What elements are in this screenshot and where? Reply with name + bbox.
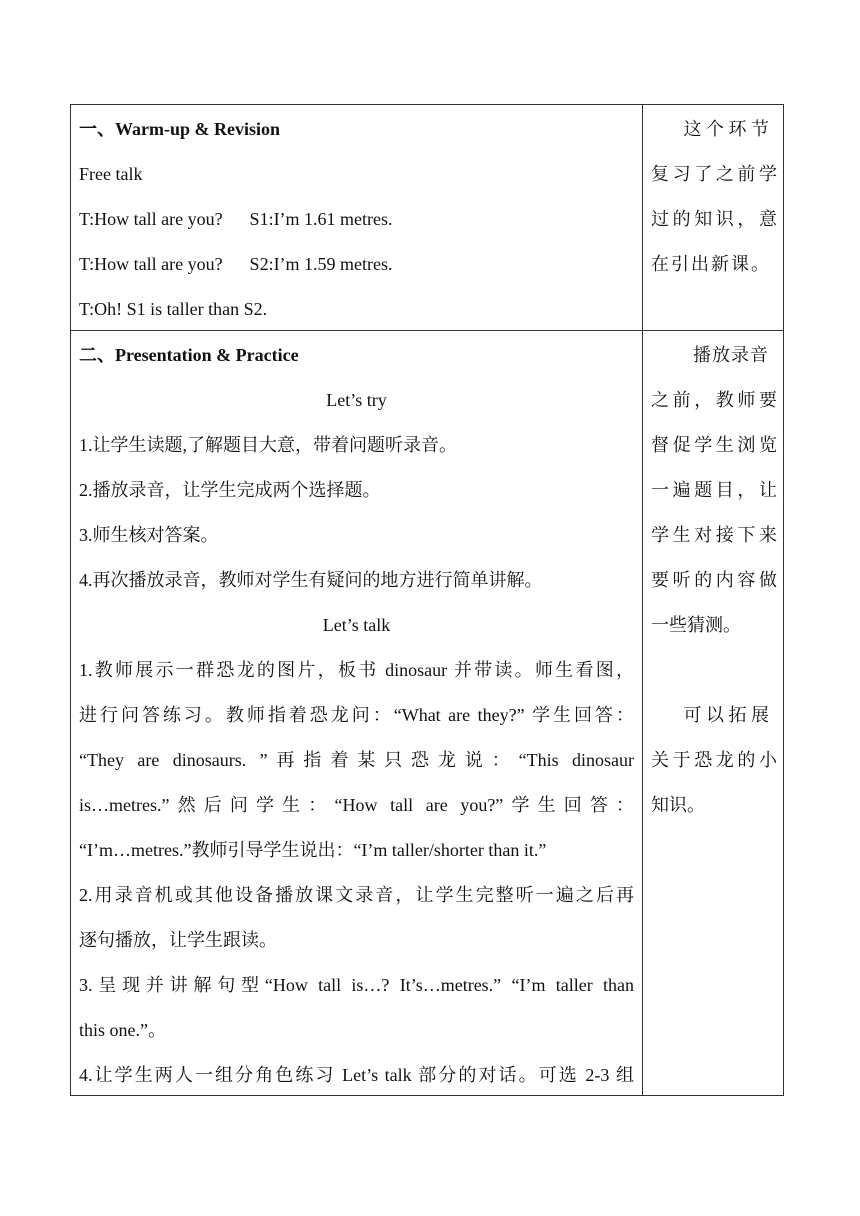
step-line: 2.播放录音，让学生完成两个选择题。 — [79, 480, 381, 500]
step-line: 逐句播放，让学生跟读。 — [79, 930, 277, 950]
presentation-note — [651, 333, 777, 828]
step-line: 进行问答练习。教师指着恐龙问：“What are they?” 学生回答： — [79, 705, 634, 725]
step-line: 3.师生核对答案。 — [79, 525, 219, 545]
section-heading-warmup: 一、Warm-up & Revision — [79, 119, 281, 139]
note-line: 一遍题目，让 — [651, 480, 777, 500]
step-line: 4.让学生两人一组分角色练习 Let’s talk 部分的对话。可选 2-3 组 — [79, 1065, 634, 1085]
note-line: 这 个 环 节 — [683, 119, 769, 139]
note-line: 知识。 — [651, 795, 705, 815]
note-spacer — [651, 648, 777, 693]
note-line: 关于恐龙的小 — [651, 750, 777, 770]
step-line: 3.呈现并讲解句型“How tall is…? It’s…metres.” “I’m taller than — [79, 975, 634, 995]
note-line: 复习了之前学 — [651, 164, 777, 184]
step-line: “They are dinosaurs. ”再指着某只恐龙说：“This dinosaur — [79, 750, 634, 770]
step-line: 4.再次播放录音，教师对学生有疑问的地方进行简单讲解。 — [79, 570, 543, 590]
note-line: 可 以 拓 展 — [683, 705, 769, 725]
presentation-section — [79, 333, 634, 1098]
lesson-plan-table — [70, 104, 784, 1096]
note-line: 学生对接下来 — [651, 525, 777, 545]
note-line: 在引出新课。 — [651, 254, 771, 274]
note-line: 一些猜测。 — [651, 615, 741, 635]
section-heading-presentation: 二、Presentation & Practice — [79, 345, 299, 365]
warmup-section — [79, 107, 634, 332]
note-line: 之前，教师要 — [651, 390, 777, 410]
step-line: is…metres.”然后问学生：“How tall are you?”学生回答： — [79, 795, 634, 815]
warmup-note — [651, 107, 777, 287]
step-line: 2.用录音机或其他设备播放课文录音，让学生完整听一遍之后再 — [79, 885, 634, 905]
dialogue-line: T:Oh! S1 is taller than S2. — [79, 299, 268, 319]
column-divider — [642, 105, 643, 1095]
subheading-lets-talk: Let’s talk — [322, 615, 391, 635]
dialogue-line: T:How tall are you? S2:I’m 1.59 metres. — [79, 254, 393, 274]
step-line: 1.教师展示一群恐龙的图片，板书 dinosaur 并带读。师生看图， — [79, 660, 634, 680]
subheading-free-talk: Free talk — [79, 164, 143, 184]
note-line: 过的知识，意 — [651, 209, 777, 229]
note-line: 播放录音 — [693, 345, 769, 365]
step-line: 1.让学生读题,了解题目大意，带着问题听录音。 — [79, 435, 457, 455]
step-line: this one.”。 — [79, 1020, 166, 1040]
subheading-lets-try: Let’s try — [326, 390, 387, 410]
step-line: “I’m…metres.”教师引导学生说出：“I’m taller/shorter than it.” — [79, 840, 547, 860]
dialogue-line: T:How tall are you? S1:I’m 1.61 metres. — [79, 209, 393, 229]
note-line: 要听的内容做 — [651, 570, 777, 590]
note-line: 督促学生浏览 — [651, 435, 777, 455]
